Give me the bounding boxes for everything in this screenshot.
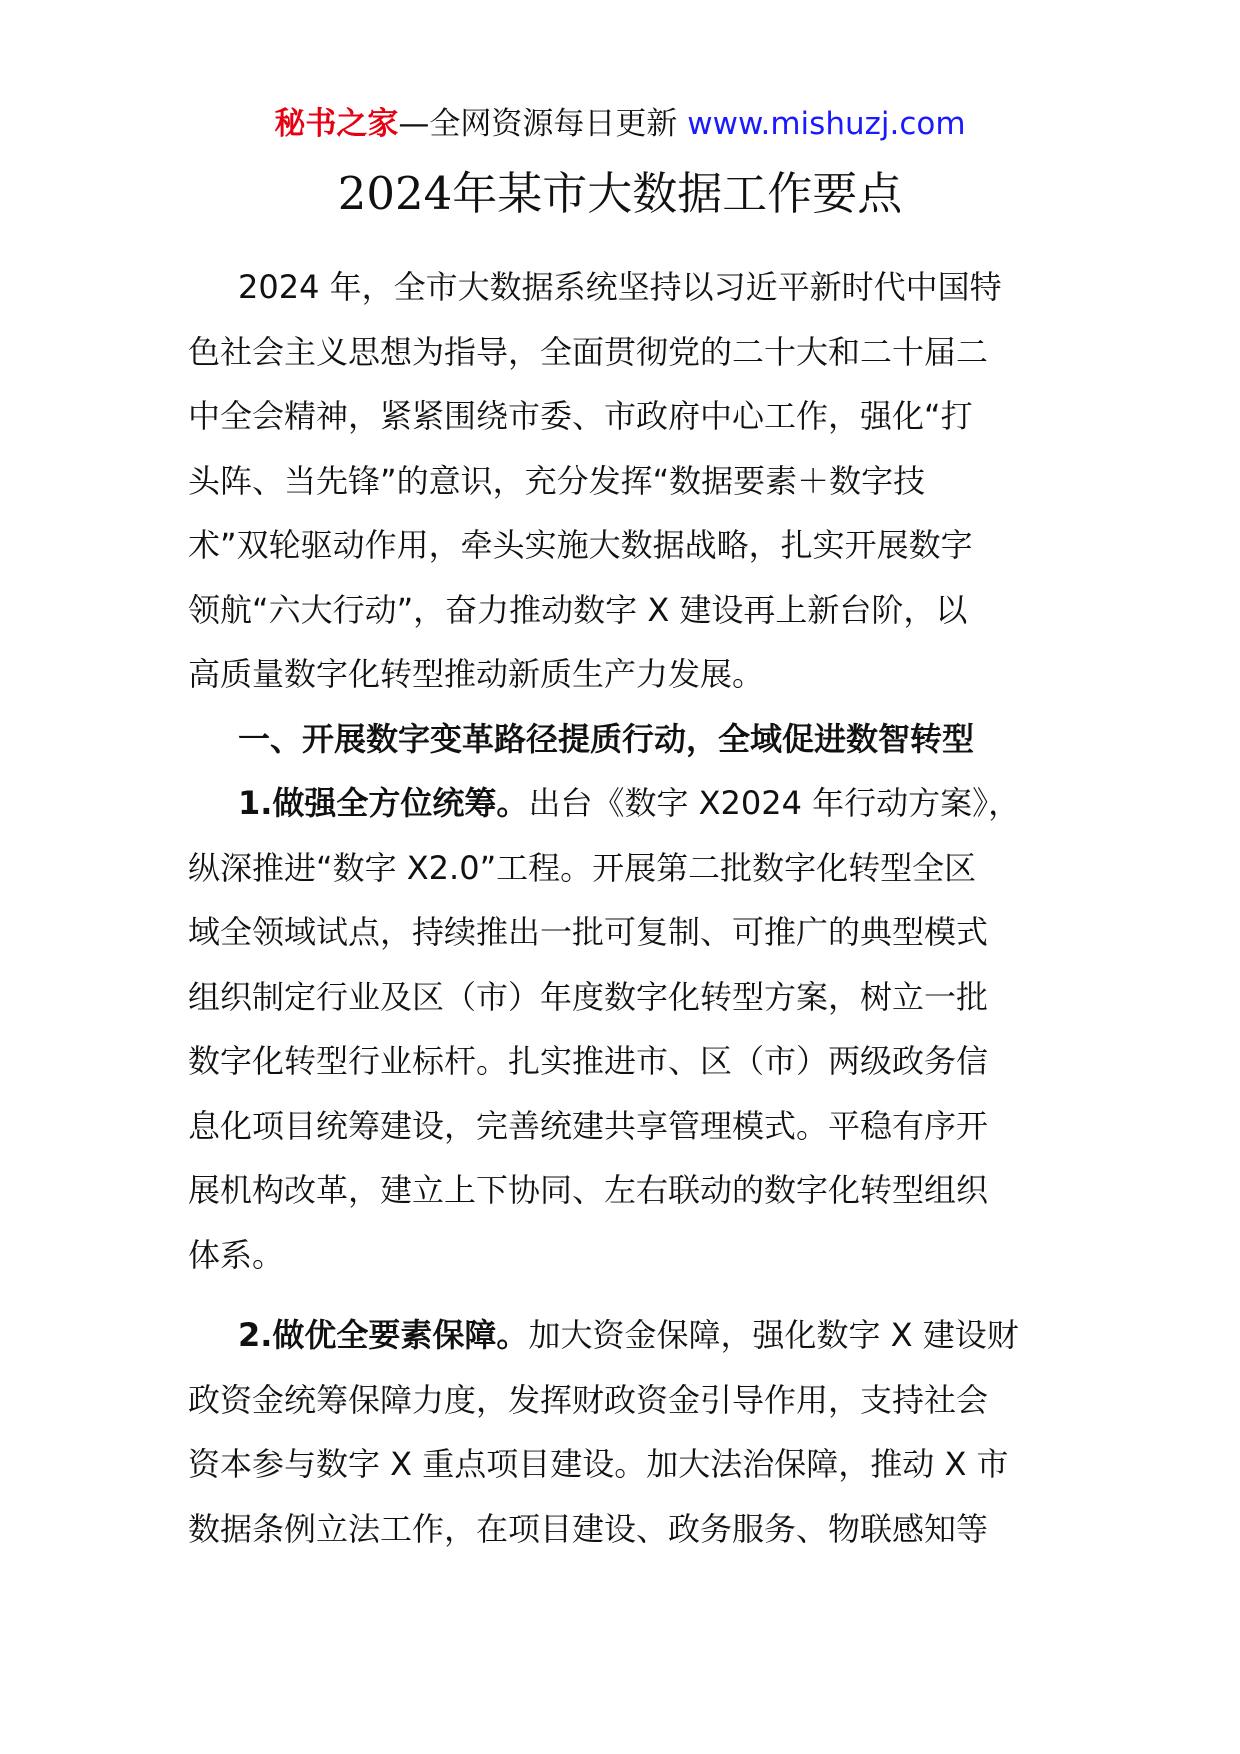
paragraph-line: 息化项目统筹建设，完善统建共享管理模式。平稳有序开 <box>188 1106 989 1145</box>
title-year: 2024 <box>337 167 453 220</box>
paragraph-line: 头阵、当先锋”的意识，充分发挥“数据要素＋数字技 <box>188 461 926 500</box>
site-header <box>0 102 1240 146</box>
title-text: 年某市大数据工作要点 <box>452 167 903 220</box>
paragraph-line: 领航“六大行动”，奋力推动数字 X 建设再上新台阶，以 <box>188 590 968 629</box>
paragraph-line: 资本参与数字 X 重点项目建设。加大法治保障，推动 X 市 <box>188 1445 1009 1483</box>
paragraph-line: 体系。 <box>188 1235 285 1274</box>
section-heading: 一、开展数字变革路径提质行动，全域促进数智转型 <box>238 719 975 758</box>
document-title <box>0 162 1240 226</box>
item-first-text: 出台《数字 X2024 年行动方案》， <box>528 784 1021 822</box>
item-first-text: 加大资金保障，强化数字 X 建设财 <box>528 1316 1019 1354</box>
paragraph-line <box>188 1303 1068 1368</box>
paragraph-line: 术”双轮驱动作用，牵头实施大数据战略，扎实开展数字 <box>188 526 973 564</box>
paragraph-line: 组织制定行业及区（市）年度数字化转型方案，树立一批 <box>188 977 989 1016</box>
paragraph-line: 域全领域试点，持续推出一批可复制、可推广的典型模式 <box>188 913 989 951</box>
paragraph-line: 2024 年，全市大数据系统坚持以习近平新时代中国特 <box>238 268 1002 306</box>
item-2-paragraph <box>188 1303 1068 1561</box>
slogan-text: —全网资源每日更新 <box>398 106 688 142</box>
paragraph-line: 数字化转型行业标杆。扎实推进市、区（市）两级政务信 <box>188 1042 989 1080</box>
paragraph-line <box>188 771 1068 836</box>
paragraph-line: 高质量数字化转型推动新质生产力发展。 <box>188 655 765 693</box>
item-1-paragraph <box>188 771 1068 1287</box>
paragraph-line: 展机构改革，建立上下协同、左右联动的数字化转型组织 <box>188 1171 989 1209</box>
document-body <box>188 255 1068 1561</box>
item-lead: 2.做优全要素保障。 <box>238 1316 529 1354</box>
paragraph-line: 中全会精神，紧紧围绕市委、市政府中心工作，强化“打 <box>188 397 973 435</box>
paragraph-line: 政资金统筹保障力度，发挥财政资金引导作用，支持社会 <box>188 1380 989 1419</box>
intro-paragraph <box>188 255 1068 707</box>
brand-name: 秘书之家 <box>274 106 399 142</box>
paragraph-gap <box>188 1287 1068 1303</box>
paragraph-line: 色社会主义思想为指导，全面贯彻党的二十大和二十届二 <box>188 332 989 371</box>
paragraph-line: 数据条例立法工作，在项目建设、政务服务、物联感知等 <box>188 1509 989 1548</box>
site-url[interactable]: www.mishuzj.com <box>687 106 966 142</box>
paragraph-line: 纵深推进“数字 X2.0”工程。开展第二批数字化转型全区 <box>188 848 977 887</box>
item-lead: 1.做强全方位统筹。 <box>238 784 529 822</box>
